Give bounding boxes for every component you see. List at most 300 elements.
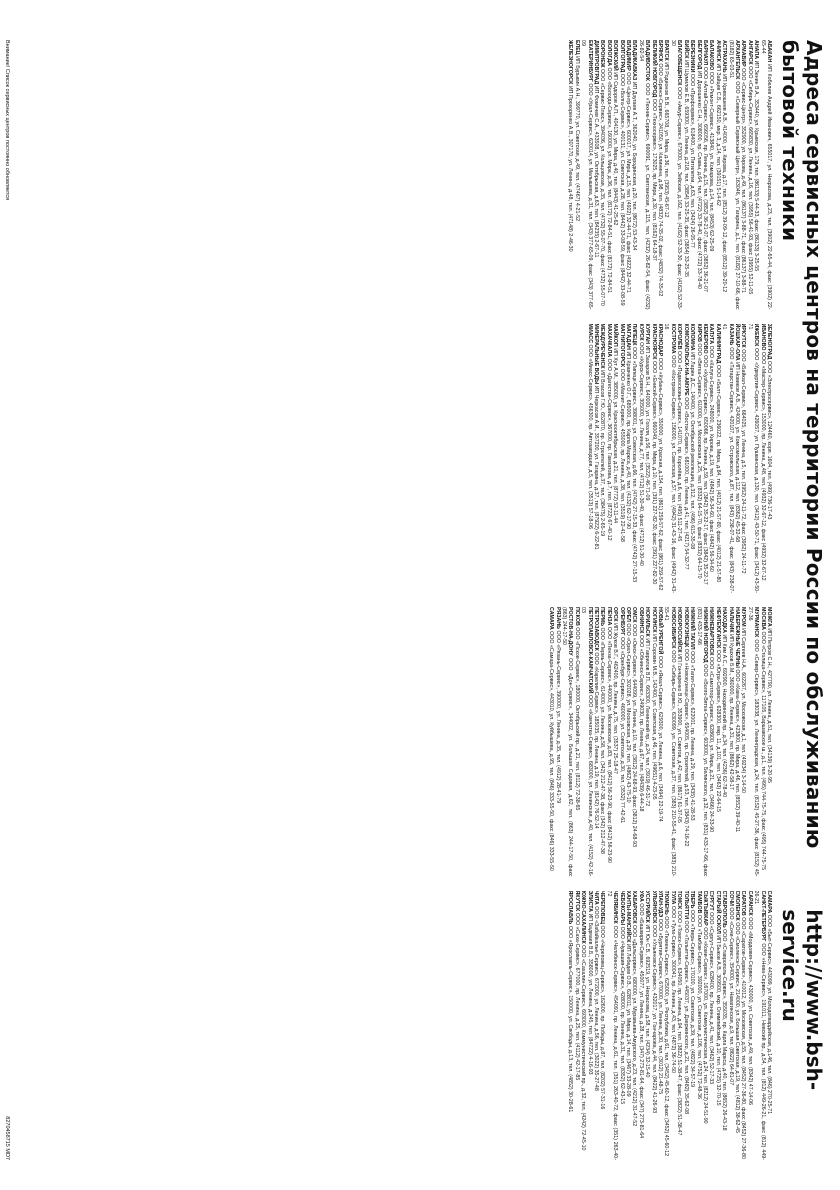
city-name: НЕФТЕЮГАНСК [714,607,721,649]
city-name: ПЕТРОПАВЛОВСК-КАМЧАТСКИЙ [586,607,593,694]
center-address: ООО «Саха-Сервис», 677000, пр. Ленина, д.25, тел. (4112) 42-17-85 [573,911,580,1081]
city-name: РОСТОВ-НА-ДОНУ [567,607,574,656]
center-address: ООО «Самотлор-Сервис», 628600, ул. Мира, д.21, тел. (3466) 24-33-90 [708,655,715,833]
service-center-entry [746,607,759,877]
center-address: ИП Дзугаев А.Т., 362040, ул. Бородинская, д.20, тел. (8672) 53-43-34 [631,80,638,251]
service-center-entry [689,607,695,877]
center-address: ООО «Тюмень-Сервис», 625000, ул. Республики, д.61, тел. (3452) 45-60-12, факс (3452) 45-60-12 [663,914,670,1157]
service-center-columns [12,40,772,1160]
service-center-entry [721,40,727,310]
service-center-entry [740,891,746,1161]
service-center-entry [637,324,643,594]
city-name: МИАСС [586,323,593,344]
city-name: МАХАЧКАЛА [605,323,612,358]
service-center-entry [734,891,740,1161]
city-name: МАГАДАН [625,323,632,350]
city-name: ХАНТЫ-МАНСИЙСК [625,890,632,943]
service-center-entry [746,891,752,1161]
service-center-entry [708,891,714,1161]
center-address: ООО «Амур-Сервис», 675000, ул. Зейская, д.162, тел. (4162) 52-33-30, факс (4162) 52-33-30 [669,40,683,310]
city-name: ОМСК [631,607,638,623]
city-name: МУРМАНСК [753,607,760,638]
city-name: АЧИНСК [714,40,721,62]
service-center-entry [721,324,734,594]
city-name: ВОЛЖСКИЙ [612,40,619,71]
service-center-entry [618,891,624,1161]
center-address: ИП Ларин Д.С., 140400, ул. Октябрьской революции, д.312, тел. (496) 615-35-08 [689,350,696,550]
service-center-entry [567,40,573,310]
city-name: ПЕТРОЗАВОДСК [593,607,600,651]
city-name: ОРСК [612,607,619,622]
service-center-entry [676,891,682,1161]
center-address: ООО «Дальсервис», 680000, ул. Муравьева-Амурского, д.23, тел. (4212) 31-47-52 [631,923,638,1127]
center-address: ИП Новиков А.В., 424000, ул. Комсомольская, д.112, тел. (8362) 45-32-68 [733,360,740,543]
city-name: МИНЕРАЛЬНЫЕ ВОДЫ [593,323,600,385]
center-address: ООО «Мастер-Сервис», 153000, пр. Ленина, д.48, тел. (4932) 32-67-12, факс (4932) 32-67-12 [759,350,766,581]
city-name: ЧЕРЕПОВЕЦ [599,890,606,924]
service-center-entry [759,324,765,594]
center-address: ООО «Тагил-Сервис», 622001, пр. Ленина, д.29, тел. (3435) 41-28-53 [689,649,696,821]
city-name: КИРОВ [695,323,702,342]
city-name: ЭЛИСТА [586,890,593,913]
service-center-entry [702,891,708,1161]
city-name: МОСКВА [759,607,766,630]
center-address: ООО «Балт-Сервис», 236022, пр. Мира, д.84, тел. (4012) 21-57-80, факс (4012) 21-57-80 [714,363,721,583]
city-name: НОВОСИБИРСК [669,607,676,649]
service-center-entry [605,324,611,594]
city-name: ОРЕНБУРГ [618,607,625,636]
service-center-entry [740,607,746,877]
center-address: ООО «Кострома-Сервис», 156000, ул. Советская, д.57, тел. (4942) 31-43-16, факс (4942) 31-43-16 [663,323,676,593]
city-name: ВОЛГОГРАД [618,40,625,73]
center-address: ООО «Кубань-Сервис», 350000, ул. Красная, д.154, тел. (861) 259-57-62, факс (861) 259-57-62 [657,356,664,591]
center-address: ИП Бадмаев В.Б., 358000, ул. Ленина, д.245, тел. (84722) 4-16-93 [586,912,593,1075]
city-name: ЕКАТЕРИНБУРГ [586,40,593,82]
center-address: ООО «Сервис-Плюс», 394036, ул. Кольцовская, д.35, тел. (4732) 55-07-70, факс (4732) 55-07-70 [599,67,606,306]
center-address: ИП Гаврилов В.П., 663300, Ленинский пр., д.24, тел. (3919) 46-31-72 [644,636,651,807]
city-name: КОРОЛЁВ [676,323,683,350]
city-name: АНГАРСК [746,40,753,65]
city-name: БРЯНСК [657,40,664,62]
center-address: ООО «Забайкалье-Сервис», 672000, ул. Ленина, д.56, тел. (3022) 35-27-48 [593,904,600,1091]
center-address: ООО «Ставрополь-Сервис», 355035, пр. Карла Маркса, д.40, тел. (8652) 26-43-18 [721,927,728,1131]
city-name: ЧЕБОКСАРЫ [618,890,625,926]
center-address: ООО «Сочи-Сервис», 354000, ул. Навагинская, д.9, тел. (8622) 64-81-07 [727,905,734,1086]
center-address: ИП Хут А.М., 385000, ул. Краснооктябрьская, д.21, тел. (8772) 52-11-44 [612,346,619,524]
city-name: КУРГАН [644,323,651,345]
service-center-entry [573,40,579,310]
city-name: ХАБАРОВСК [631,890,638,924]
center-address: ООО «Ярославль-Сервис», 150000, ул. Свободы, д.13, тел. (4852) 30-28-61 [567,924,574,1113]
center-address: ООО «Курск-Сервис», 305000, ул. Ленина, д.77, тел. (4712) 51-30-40, факс (4712) 51-30-40 [637,340,644,566]
service-center-entry [593,891,599,1161]
city-name: УССУРИЙСК [644,890,651,923]
center-address: ООО «Магнит-Сервис», 455000, пр. Ленина, д.38, тел. (3519) 22-41-58 [618,367,625,542]
city-name: СТАРЫЙ ОСКОЛ [714,890,721,934]
service-center-entry [561,607,574,877]
city-name: АНАПА [753,40,760,60]
service-center-entry [702,40,708,310]
service-center-entry [702,324,708,594]
city-name: МУРОМ [740,607,747,627]
update-note: Внимание! Список сервисных центров постоянно обновляется [4,40,10,201]
city-name: ЯКУТСК [573,890,580,912]
center-address: ООО «Алтай-Сервис», 656056, пр. Ленина, д.15, тел. (3852) 36-21-07, факс (3852) 36-21-07 [701,65,708,292]
city-name: БЛАГОВЕЩЕНСК [676,40,683,86]
center-address: ООО «Томск-Сервис», 634050, пр. Ленина, д.94, тел. (3822) 51-38-47, факс (3822) 51-38-47 [676,909,683,1136]
center-address: ООО «Псков-Сервис», 180000, Октябрьский пр., д.21, тел. (8112) 72-38-65 [573,625,580,811]
city-name: БЕЛГОРОД [695,40,702,70]
center-address: ИП Захаров В.Н., 640000, ул. Гоголя, д.56, тел. (3522) 46-71-09 [644,344,651,501]
center-address: ИП Дорошенко С.Н., 308000, пр. Славы, д.64, тел. (4722) 33-78-40, факс (4722) 33-78-40 [695,69,702,289]
center-address: ООО «Череповец-Сервис», 162600, пр. Победы, д.87, тел. (8202) 57-31-16 [599,923,606,1110]
city-name: АРМАВИР [740,40,747,67]
city-name: САМАРА [548,607,555,630]
city-name: КРАСНОЯРСК [650,323,657,360]
city-name: ТОМСК [676,890,683,910]
center-address: ИП Кобелев Андрей Иванович, 655017, ул. Некрасова, д.23, тел. (3902) 22-65-44, факс (3902) 22-65-44 [759,40,772,310]
city-name: ОРЕЛ [625,607,632,622]
center-address: ООО «Быт-Сервис», 443099, ул. Молодогвардейская, д.146, тел. (846) 270-25-71 [766,913,772,1115]
center-address: ООО «Нева-Сервис», 191011, Невский пр., д.54, тел. (812) 449-26-21, факс (812) 449-26-21 [753,890,766,1160]
service-center-entry [631,40,637,310]
service-center-entry [637,891,643,1161]
city-name: ИЖЕВСК [753,323,760,347]
center-address: ИП Черкасов А.И., 357200, ул. Гагарина, д.37, тел. (87922) 6-22-81 [593,384,600,550]
center-address: ООО «Мордовия-Сервис», 430000, ул. Советская, д.49, тел. (8342) 47-14-06 [746,915,753,1105]
city-name: БАРНАУЛ [701,40,708,66]
center-address: ООО «Центр-Сервис», 600017, ул. Мира, д.15, тел. (4922) 32-44-71, факс (4922) 32-44-71 [625,70,632,293]
service-center-entry [605,607,611,877]
service-center-entry [663,324,676,594]
service-center-entry [580,607,593,877]
center-address: ООО «Башкирия-Сервис», 450077, ул. Ленина, д.28, тел. (347) 273-81-64, факс (347) 273-81-64 [637,901,644,1139]
service-center-entry [644,891,650,1161]
center-address: ИП Жуков В.Г., 462400, пр. Ленина, д.75, тел. (3537) 25-18-47 [612,621,619,774]
city-name: МАГНИТОГОРСК [618,323,625,368]
city-name: УФА [637,890,644,902]
service-center-entry [714,607,720,877]
city-name: КЕМЕРОВО [701,323,708,354]
service-center-entry [682,891,688,1161]
center-address: ООО «Камчатка-Сервис», 683000, ул. Ленинская, д.40, тел. (4152) 42-16-03 [580,607,593,877]
center-address: ИП Ким А.С., 692900, Находкинский пр., д.34, тел. (4236) 62-78-40 [721,632,728,798]
footer [4,40,10,1160]
city-name: КАЛУГА [708,323,715,345]
city-name: УЛАН-УДЭ [657,890,664,918]
city-name: КОМСОМОЛЬСК-НА-АМУРЕ [682,323,689,396]
city-name: ТВЕРЬ [689,890,696,909]
center-address: ООО «Самара-Сервис», 443010, ул. Куйбышева, д.95, тел. (846) 333-55-50, факс (846) 333-55-50 [548,629,555,871]
service-center-entry [759,607,765,877]
service-center-entry [670,40,683,310]
service-center-entry [618,40,624,310]
center-address: ООО «Омск-Сервис», 644099, ул. Ленина, д.10, тел. (3812) 24-68-93, факс (3812) 24-68-93 [631,622,638,847]
service-center-entry [657,324,663,594]
center-address: ООО «Кама-Сервис», 423800, пр. Мира, д.46, тел. (8552) 39-40-11 [733,667,740,833]
city-name: АСТРАХАНЬ [721,40,728,73]
service-center-entry [708,40,714,310]
city-name: СОЧИ [727,890,734,906]
center-address: ООО «Саратов-Сервис», 410012, ул. Московская, д.55, тел. (8452) 27-36-80, факс (8452) 27-36-80 [740,915,747,1159]
center-address: ИП Сорокин М.В., 142400, ул. Советская, д.46, тел. (49651) 4-23-05 [650,632,657,800]
city-name: ЯРОСЛАВЛЬ [567,890,574,925]
center-address: ООО «Север-Сервис», 183038, ул. Ленинградская, д.24, тел. (8152) 45-27-36, факс (8152) 45-27-36 [746,607,760,877]
service-center-entry [650,607,656,877]
service-center-entry [554,607,560,877]
city-name: НАЛЬЧИК [727,607,734,633]
center-address: ИП Кравченко О.Г., 685000, пр. Карла Маркса, д.40, тел. (4132) 62-17-90 [625,349,632,530]
service-center-entry [663,40,669,310]
city-name: ПСКОВ [573,607,580,626]
address-column-2 [12,324,772,594]
address-column-1 [12,40,772,310]
city-name: МЕЖДУРЕЧЕНСК [599,323,606,369]
city-name: КАЛИНИНГРАД [714,323,721,364]
center-address: ООО «Профсервис», 618400, ул. Пятилетки, д.63, тел. (3424) 26-05-77 [689,72,696,248]
city-name: ТОЛЬЯТТИ [682,890,689,919]
center-address: ИП Сидоров А.П., 404130, ул. Мира, д.40, тел. (8443) 41-25-62 [612,70,619,226]
center-address: ООО «Тверь-Сервис», 170100, ул. Советская, д.39, тел. (4822) 34-57-19 [689,908,696,1088]
center-address: ООО «Сервис-Центр», 352900, ул. Кирова, д.49, тел. (86137) 3-88-71, факс (86137) 3-88-71 [740,66,747,293]
city-name: АРХАНГЕЛЬСК [733,40,740,80]
center-address: ИП Гончаренко В.Ю., 353900, ул. Советов, д.42, тел. (8617) 61-37-05 [676,652,683,823]
website-link[interactable]: http://www.bsh-service.ru [778,909,826,1091]
center-address: ООО «Вятка-Сервис», 610000, ул. Московская, д.25, тел. (8332) 64-15-70, факс (8332) 64-15-70 [695,341,702,579]
city-name: ВОЛОГДА [605,40,612,66]
city-name: ИВАНОВО [759,323,766,351]
center-address: ООО «Кузбасс-Сервис», 650066, пр. Ленина, д.59, тел. (3842) 35-22-17, факс (3842) 35-22-17 [701,353,708,585]
city-name: НАХОДКА [721,607,728,633]
center-address: ООО «Пенза-Сервис», 440000, ул. Московская, д.83, тел. (8412) 56-23-90, факс (8412) 56-23-90 [605,625,612,863]
address-column-3 [12,607,772,877]
document-code: 8270458715 MD7 [4,1116,10,1160]
center-address: ООО «Тамбов-Сервис», 392000, ул. Советская, д.106, тел. (4752) 72-48-36 [695,913,702,1099]
city-name: СУРГУТ [708,890,715,911]
service-center-entry [657,40,663,310]
service-center-entry [766,324,772,594]
center-address: ООО «Брянск-Сервис», 241050, ул. Калинина, д.98, тел. (4832) 74-35-02, факс (4832) 74-35-02 [657,61,664,297]
center-address: ООО «Пермь-Сервис», 614000, ул. Ленина, д.58, тел. (342) 212-47-38, факс (342) 212-47-38 [599,626,606,854]
city-name: БЕРЕЗНИКИ [689,40,696,73]
center-address: ООО «Сахалин-Сервис», 693000, Коммунистический пр., д.32, тел. (4242) 72-45-10 [580,943,587,1151]
city-name: ЙОШКАР-ОЛА [733,323,740,361]
center-address: ООО «Восток-Сервис», 681000, пр. Ленина, д.41, тел. (4217) 54-32-77 [682,395,689,570]
center-address: ООО «Сибирь-Сервис», 630099, ул. Советская, д.37, тел. (383) 210-55-41, факс (383) 210-55-41 [663,607,676,877]
center-address: ИП Лебедев О.В., 628011, ул. Мира, д.14, тел. (3467) 33-28-09 [625,942,632,1097]
center-address: ООО «Рязань-Сервис», 390000, ул. Ленина, д.35, тел. (4912) 28-41-79 [554,628,561,804]
city-name: АБАКАН [766,40,772,63]
service-center-entry [599,607,605,877]
center-address: ООО «Калуга-Сервис», 248000, ул. Кирова, д.19, тел. (4842) 56-34-60, факс (4842) 56-34-60 [708,344,715,572]
service-center-entry [567,891,573,1161]
service-center-entry [759,40,772,310]
center-address: ООО «Дон-Сервис», 344002, ул. Большая Садовая, д.62, тел. (863) 244-17-50, факс (863) 244-17-50 [561,607,574,877]
city-name: ТЮМЕНЬ [663,890,670,915]
center-address: ООО «Ульяновск-Сервис», 432017, ул. Гончарова, д.44, тел. (8422) 41-26-93 [650,923,657,1114]
city-name: ВЛАДИМИР [625,40,632,71]
center-address: ИП Кривошеев А.В., 414000, ул. Кирова, д.17, тел. (8512) 39-09-12, факс (8512) 39-20-12 [721,72,728,293]
city-name: БИЙСК [682,40,689,59]
center-address: ООО «Липецк-Сервис», 398001, ул. Советская, д.66, тел. (4742) 27-15-33, факс (4742) 27-15-33 [631,345,638,583]
service-center-entry [586,891,592,1161]
service-center-entry [766,891,772,1161]
city-name: ВЛАДИВОСТОК [644,40,651,81]
service-center-entry [612,324,618,594]
center-address: ООО «Удмуртия-Сервис», 426057, ул. Пушкинская, д.130, тел. (3412) 43-50-71, факс (3412) 43-50-71 [746,323,760,593]
city-name: ЛИПЕЦК [631,323,638,346]
service-center-entry [663,607,676,877]
center-address: ИП Петров С.Н., 427790, ул. Ленина, д.51, тел. (34139) 3-20-95 [766,626,772,783]
center-address: ООО «Электросервис», 124460, корп. 1604, тел. (499) 736-17-43 [766,359,772,520]
center-address: ООО «Вологда-Сервис», 160000, ул. Мира, д.36, тел. (8172) 72-84-51, факс (8172) 72-84-51 [605,66,612,293]
center-address: ООО «Техносервис», 173025, пр. Мира, д.30, тел. (8162) 64-18-37 [650,97,657,261]
city-name: НАБЕРЕЖНЫЕ ЧЕЛНЫ [733,607,740,668]
service-center-entry [618,324,624,594]
service-center-entry [708,607,714,877]
city-name: СЫКТЫВКАР [701,890,708,926]
service-center-entry [695,324,701,594]
city-name: НОРИЛЬСК [644,607,651,637]
city-name: ВОРОНЕЖ [599,40,606,68]
center-address: ООО «Енисей-Сервис», 660049, пр. Мира, д.10, тел. (391) 227-82-30, факс (391) 227-82-30 [650,359,657,585]
service-center-entry [599,324,605,594]
service-center-entry [618,607,624,877]
city-name: ЧИТА [593,890,600,905]
service-center-entry [605,891,618,1161]
service-center-entry [631,607,637,877]
service-center-entry [612,607,618,877]
center-address: ООО «Сибирь-Сервис», 665830, ул. Ленина, д.16, тел. (3955) 56-41-93, факс (3955) 52-11-05 [746,64,753,295]
center-address: ИП Сергеев Н.А., 602267, ул. Московская, д.1, тел. (49234) 3-14-50 [740,626,747,793]
center-address: ООО «Столица-Сервис», 117105, Варшавское ш., д.1, тел. (495) 744-75-75, факс (495) 744-75-75 [759,629,766,871]
service-center-entry [650,324,656,594]
center-address: ИП Юн С.В., 692519, ул. Некрасова, д.58, тел. (4234) 32-15-40 [644,922,651,1078]
service-center-entry [625,40,631,310]
center-address: ООО «Орел-Сервис», 302028, ул. Московская, д.29, тел. (4862) 43-75-10 [625,621,632,803]
center-address: ООО «Волга-Сервис», 400131, ул. Советская, д.28, тел. (8442) 33-08-59, факс (8442) 33-08-59 [618,72,625,306]
city-name: КАЗАНЬ [727,323,734,346]
city-name: БРАТСК [663,40,670,61]
city-name: САМАРА [766,890,772,914]
city-name: КРАСНОДАР [657,323,664,357]
city-name: САНКТ-ПЕТЕРБУРГ [759,890,766,942]
city-name: ИРКУТСК [740,323,747,348]
center-address: ООО «Бурятия-Сервис», 670000, ул. Ленина, д.30, тел. (3012) 21-48-75 [657,917,664,1095]
service-center-entry [637,607,643,877]
page-title: Адреса сервисных центров на территории России по обслуживанию бытовой техники [778,40,826,849]
city-name: КОСТРОМА [669,323,676,354]
service-center-entry [727,891,733,1161]
service-center-entry [714,40,720,310]
city-name: СМОЛЕНСК [733,890,740,921]
city-name: ОБНИНСК [637,607,644,634]
center-address: ООО «Байкал-Сервис», 664025, ул. Ленина, д.5, тел. (3952) 24-11-72, факс (3952) 24-11-72 [740,347,747,574]
city-name: НОВОРОССИЙСК [676,607,683,653]
center-address: ИП Быков А.В., 309500, мкр. Олимпийский, д.10, тел. (4725) 32-70-15 [714,933,721,1106]
city-name: ДИМИТРОВГРАД [593,40,600,85]
service-center-entry [695,607,708,877]
city-name: БАЛАКОВО [708,40,715,71]
center-address: ООО «Оренбург-Сервис», 460000, ул. Советская, д.30, тел. (3532) 77-42-61 [618,635,625,824]
city-name: МАЙКОП [612,323,619,347]
service-center-entry [637,40,650,310]
city-name: ЖЕЛЕЗНОГОРСК [567,40,574,85]
service-center-entry [740,324,746,594]
service-center-entry [682,607,688,877]
center-address: ООО «Чувашия-Сервис», 428000, пр. Ленина, д.31, тел. (8352) 62-43-15 [618,925,625,1105]
city-name: НОВОКУЗНЕЦК [682,607,689,648]
service-center-entry [593,324,599,594]
center-address: ООО «Миасс-Сервис», 456300, пр. Автозаводцев, д.5, тел. (3513) 57-18-06 [586,343,593,529]
city-name: ЮЖНО-САХАЛИНСК [580,890,587,944]
city-name: ТАМБОВ [695,890,702,914]
center-address: ООО «Волго-Вятка-Сервис», 603000, ул. Белинского, д.32, тел. (831) 433-17-66, факс (831) 433-17-66 [695,607,708,877]
service-center-entry [721,607,727,877]
city-name: СТАВРОПОЛЬ [721,890,728,928]
service-center-entry [766,607,772,877]
service-center-entry [605,40,611,310]
service-center-entry [714,324,720,594]
center-address: ООО «Тула-Сервис», 300041, пр. Ленина, д.43, тел. (4872) 36-74-50 [669,904,676,1073]
center-address: ООО «Коми-Сервис», 167000, ул. Коммунистическая, д.24, тел. (8212) 24-51-90 [701,925,708,1124]
service-center-entry [548,607,554,877]
city-name: НОВЫЙ УРЕНГОЙ [657,607,664,655]
center-address: ООО «Техник-Сервис», 690091, ул. Светланская, д.115, тел. (4232) 26-82-54, факс (4232) 26-82-54 [637,40,651,310]
service-center-entry [650,891,656,1161]
city-name: САРАТОВ [740,890,747,916]
city-name: НИЖНИЙ ТАГИЛ [689,607,696,650]
service-center-entry [727,607,733,877]
service-center-entry [740,40,746,310]
city-name: ПЕРМЬ [599,607,606,627]
city-name: МОЖГА [766,607,772,627]
service-center-entry [714,891,720,1161]
service-center-entry [695,891,701,1161]
service-center-entry [753,891,766,1161]
city-name: ЕЛЕЦ [573,40,580,55]
center-address: ИП Прохоренко А.В., 307170, ул. Ленина, д.48, тел. (47148) 2-46-30 [567,84,574,252]
service-center-entry [599,40,605,310]
center-address: ИП Зайцев С.Б., 662150, мкр. 3, д.14, тел. (39151) 5-14-62 [714,61,721,206]
address-column-4 [12,891,772,1161]
center-address: ООО «Югра-Сервис», 628300, мкр. 11, д.101, тел. (3463) 22-64-15 [714,648,721,812]
service-center-entry [663,891,669,1161]
city-name: НИЖНЕВАРТОВСК [708,607,715,656]
center-address: ИП Фомичев С.А., 433508, ул. Октябрьская, д.63, тел. (84235) 2-67-11 [593,84,600,258]
service-center-entry [657,607,663,877]
city-name: РЯЗАНЬ [554,607,561,629]
center-address: ИП Кушхов Б.М., 360000, пр. Ленина, д.31, тел. (8662) 42-58-17 [727,632,734,790]
center-address: ООО «Подмосковье-Сервис», 141070, пр. Королёва, д.6, тел. (495) 511-27-45 [676,349,683,542]
service-center-entry [586,324,592,594]
header [778,40,826,1160]
city-name: КОЛОМНА [689,323,696,351]
center-address: ООО «Урал-Сервис», 620014, ул. Малышева, д.31, тел. (343) 377-65-09, факс (343) 377-65-09 [580,40,593,310]
service-center-entry [695,40,701,310]
city-name: НОГИНСК [650,607,657,633]
city-name: САРАНСК [746,890,753,916]
service-center-entry [580,40,593,310]
service-center-entry [682,40,688,310]
service-center-entry [573,891,579,1161]
center-address: ИП Шумилов Е.В., 659300, ул. Ленина, д.218, тел. (3854) 33-25-35, факс (3854) 33-25-35 [682,58,689,277]
center-address: ИП Бурыкин А.Н., 399770, ул. Советская, д.49, тел. (47467) 4-21-52 [573,54,580,222]
center-address: ООО «Северный Сервисный Центр», 163046, ул. Гагарина, д.1, тел. (8182) 27-10-66, факс (8182) 65-03-51 [727,40,740,310]
service-center-entry [682,324,688,594]
center-address: ООО «Челябинск-Сервис», 454091, пр. Ленина, д.61, тел. (351) 263-40-72, факс (351) 263-40-72 [605,890,619,1160]
service-center-entry [650,40,656,310]
